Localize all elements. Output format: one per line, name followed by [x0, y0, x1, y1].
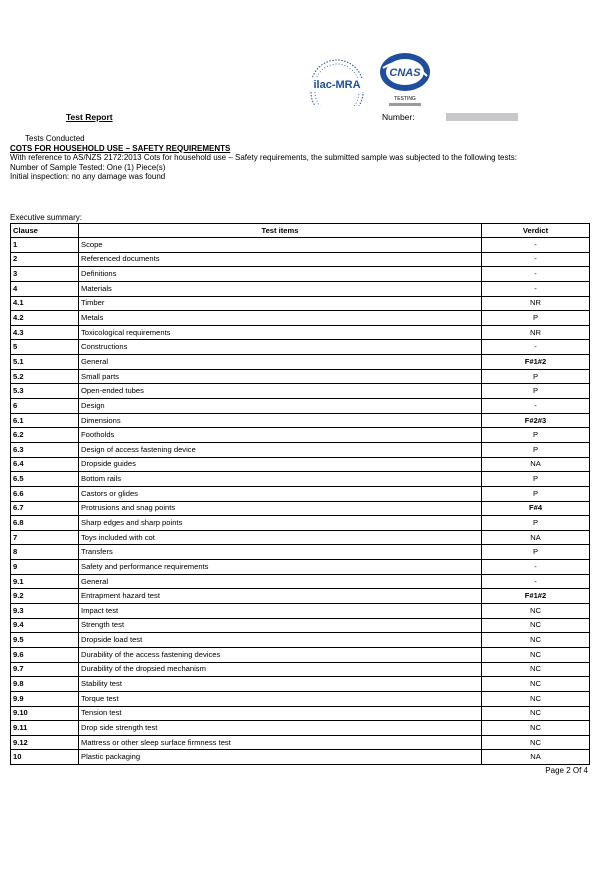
clause-cell: 9.7 — [11, 662, 79, 677]
report-number-label: Number: — [382, 112, 415, 122]
test-item-cell: Torque test — [79, 691, 482, 706]
clause-cell: 6 — [11, 399, 79, 414]
intro-section — [10, 134, 585, 182]
verdict-cell: P — [482, 428, 590, 443]
test-item-cell: Small parts — [79, 369, 482, 384]
verdict-cell: - — [482, 252, 590, 267]
test-item-cell: Metals — [79, 311, 482, 326]
clause-cell: 1 — [11, 238, 79, 253]
clause-cell: 9.12 — [11, 735, 79, 750]
page-number: Page 2 Of 4 — [545, 766, 588, 775]
verdict-cell: - — [482, 340, 590, 355]
test-item-cell: Design — [79, 399, 482, 414]
verdict-cell: - — [482, 267, 590, 282]
verdict-cell: NC — [482, 604, 590, 619]
table-row — [11, 618, 590, 633]
accreditation-logos — [305, 50, 435, 110]
test-item-cell: Durability of the dropsied mechanism — [79, 662, 482, 677]
clause-cell: 9.9 — [11, 691, 79, 706]
table-row — [11, 281, 590, 296]
clause-cell: 6.6 — [11, 486, 79, 501]
verdict-cell: P — [482, 311, 590, 326]
clause-cell: 9.6 — [11, 647, 79, 662]
table-row — [11, 238, 590, 253]
table-row — [11, 369, 590, 384]
verdict-cell: P — [482, 486, 590, 501]
table-row — [11, 545, 590, 560]
clause-cell: 9.3 — [11, 604, 79, 619]
verdict-cell: P — [482, 545, 590, 560]
verdict-cell: F#1#2 — [482, 589, 590, 604]
clause-cell: 6.7 — [11, 501, 79, 516]
cnas-testing-logo — [377, 50, 433, 106]
test-item-cell: Sharp edges and sharp points — [79, 516, 482, 531]
ilac-logo-text: ilac-MRA — [313, 79, 361, 91]
table-row — [11, 647, 590, 662]
clause-cell: 5.3 — [11, 384, 79, 399]
clause-cell: 6.8 — [11, 516, 79, 531]
test-item-cell: Drop side strength test — [79, 721, 482, 736]
clause-cell: 9.4 — [11, 618, 79, 633]
table-row — [11, 442, 590, 457]
table-row — [11, 399, 590, 414]
test-item-cell: Castors or glides — [79, 486, 482, 501]
test-item-cell: Timber — [79, 296, 482, 311]
test-item-cell: Constructions — [79, 340, 482, 355]
clause-cell: 2 — [11, 252, 79, 267]
table-row — [11, 750, 590, 765]
executive-summary-label: Executive summary: — [10, 213, 83, 222]
clause-cell: 10 — [11, 750, 79, 765]
verdict-cell: - — [482, 574, 590, 589]
verdict-cell: F#1#2 — [482, 355, 590, 370]
table-row — [11, 340, 590, 355]
test-item-cell: Footholds — [79, 428, 482, 443]
table-row — [11, 355, 590, 370]
verdict-cell: P — [482, 384, 590, 399]
verdict-cell: NA — [482, 750, 590, 765]
test-item-cell: Definitions — [79, 267, 482, 282]
table-row — [11, 677, 590, 692]
verdict-cell: NA — [482, 457, 590, 472]
clause-cell: 6.4 — [11, 457, 79, 472]
verdict-cell: P — [482, 472, 590, 487]
clause-cell: 5 — [11, 340, 79, 355]
verdict-cell: NC — [482, 618, 590, 633]
table-header-row — [11, 224, 590, 238]
clause-cell: 9.8 — [11, 677, 79, 692]
sample-count: Number of Sample Tested: One (1) Piece(s) — [10, 162, 166, 172]
verdict-cell: P — [482, 516, 590, 531]
table-row — [11, 384, 590, 399]
verdict-cell: NA — [482, 530, 590, 545]
table-row — [11, 267, 590, 282]
table-row — [11, 428, 590, 443]
verdict-cell: NC — [482, 662, 590, 677]
verdict-cell: - — [482, 281, 590, 296]
verdict-cell: - — [482, 399, 590, 414]
test-item-cell: Tension test — [79, 706, 482, 721]
verdict-cell: NC — [482, 633, 590, 648]
verdict-cell: - — [482, 238, 590, 253]
table-row — [11, 325, 590, 340]
test-item-cell: Referenced documents — [79, 252, 482, 267]
header-clause: Clause — [11, 224, 79, 238]
test-item-cell: Design of access fastening device — [79, 442, 482, 457]
tests-conducted-label: Tests Conducted — [25, 134, 85, 143]
verdict-cell: F#2#3 — [482, 413, 590, 428]
verdict-cell: P — [482, 442, 590, 457]
test-item-cell: Durability of the access fastening devices — [79, 647, 482, 662]
verdict-cell: NC — [482, 706, 590, 721]
table-row — [11, 501, 590, 516]
report-title: Test Report — [66, 112, 113, 122]
table-row — [11, 486, 590, 501]
clause-cell: 9 — [11, 560, 79, 575]
table-row — [11, 589, 590, 604]
clause-cell: 5.1 — [11, 355, 79, 370]
test-item-cell: Materials — [79, 281, 482, 296]
test-item-cell: Entrapment hazard test — [79, 589, 482, 604]
table-row — [11, 457, 590, 472]
clause-cell: 8 — [11, 545, 79, 560]
clause-cell: 4.1 — [11, 296, 79, 311]
table-row — [11, 252, 590, 267]
table-row — [11, 662, 590, 677]
executive-summary-table — [10, 223, 590, 765]
verdict-cell: NR — [482, 325, 590, 340]
table-row — [11, 413, 590, 428]
clause-cell: 3 — [11, 267, 79, 282]
table-row — [11, 721, 590, 736]
verdict-cell: NC — [482, 691, 590, 706]
table-row — [11, 735, 590, 750]
test-item-cell: Strength test — [79, 618, 482, 633]
table-row — [11, 530, 590, 545]
table-row — [11, 311, 590, 326]
test-item-cell: Plastic packaging — [79, 750, 482, 765]
verdict-cell: - — [482, 560, 590, 575]
clause-cell: 4.3 — [11, 325, 79, 340]
test-item-cell: Stability test — [79, 677, 482, 692]
test-item-cell: Safety and performance requirements — [79, 560, 482, 575]
clause-cell: 6.3 — [11, 442, 79, 457]
test-item-cell: Impact test — [79, 604, 482, 619]
reference-line: With reference to AS/NZS 2172:2013 Cots for household use – Safety requirements, the submitted sample was subjected to the following tests: — [10, 153, 517, 163]
ilac-mra-logo — [305, 54, 369, 106]
standard-title: COTS FOR HOUSEHOLD USE – SAFETY REQUIREMENTS — [10, 143, 231, 153]
test-item-cell: Transfers — [79, 545, 482, 560]
clause-cell: 6.5 — [11, 472, 79, 487]
table-row — [11, 706, 590, 721]
test-item-cell: General — [79, 355, 482, 370]
table-row — [11, 560, 590, 575]
test-item-cell: Toxicological requirements — [79, 325, 482, 340]
clause-cell: 4.2 — [11, 311, 79, 326]
verdict-cell: NC — [482, 677, 590, 692]
test-item-cell: Dropside guides — [79, 457, 482, 472]
table-row — [11, 691, 590, 706]
clause-cell: 9.5 — [11, 633, 79, 648]
verdict-cell: NC — [482, 721, 590, 736]
verdict-cell: NR — [482, 296, 590, 311]
report-number-redacted — [446, 113, 518, 121]
clause-cell: 4 — [11, 281, 79, 296]
clause-cell: 6.1 — [11, 413, 79, 428]
table-row — [11, 516, 590, 531]
clause-cell: 9.1 — [11, 574, 79, 589]
initial-inspection: Initial inspection: no any damage was found — [10, 172, 166, 182]
verdict-cell: F#4 — [482, 501, 590, 516]
test-item-cell: Open-ended tubes — [79, 384, 482, 399]
clause-cell: 6.2 — [11, 428, 79, 443]
clause-cell: 5.2 — [11, 369, 79, 384]
clause-cell: 9.11 — [11, 721, 79, 736]
table-row — [11, 633, 590, 648]
test-item-cell: Mattress or other sleep surface firmness test — [79, 735, 482, 750]
cnas-testing-text: TESTING — [394, 96, 416, 102]
test-item-cell: Scope — [79, 238, 482, 253]
test-item-cell: Protrusions and snag points — [79, 501, 482, 516]
table-row — [11, 574, 590, 589]
table-row — [11, 472, 590, 487]
cnas-logo-text: CNAS — [389, 67, 421, 79]
clause-cell: 7 — [11, 530, 79, 545]
test-item-cell: Toys included with cot — [79, 530, 482, 545]
clause-cell: 9.10 — [11, 706, 79, 721]
test-item-cell: General — [79, 574, 482, 589]
table-row — [11, 604, 590, 619]
header-verdict: Verdict — [482, 224, 590, 238]
table-row — [11, 296, 590, 311]
header-test-items: Test items — [79, 224, 482, 238]
clause-cell: 9.2 — [11, 589, 79, 604]
test-item-cell: Dimensions — [79, 413, 482, 428]
verdict-cell: NC — [482, 735, 590, 750]
test-item-cell: Bottom rails — [79, 472, 482, 487]
test-item-cell: Dropside load test — [79, 633, 482, 648]
verdict-cell: NC — [482, 647, 590, 662]
verdict-cell: P — [482, 369, 590, 384]
